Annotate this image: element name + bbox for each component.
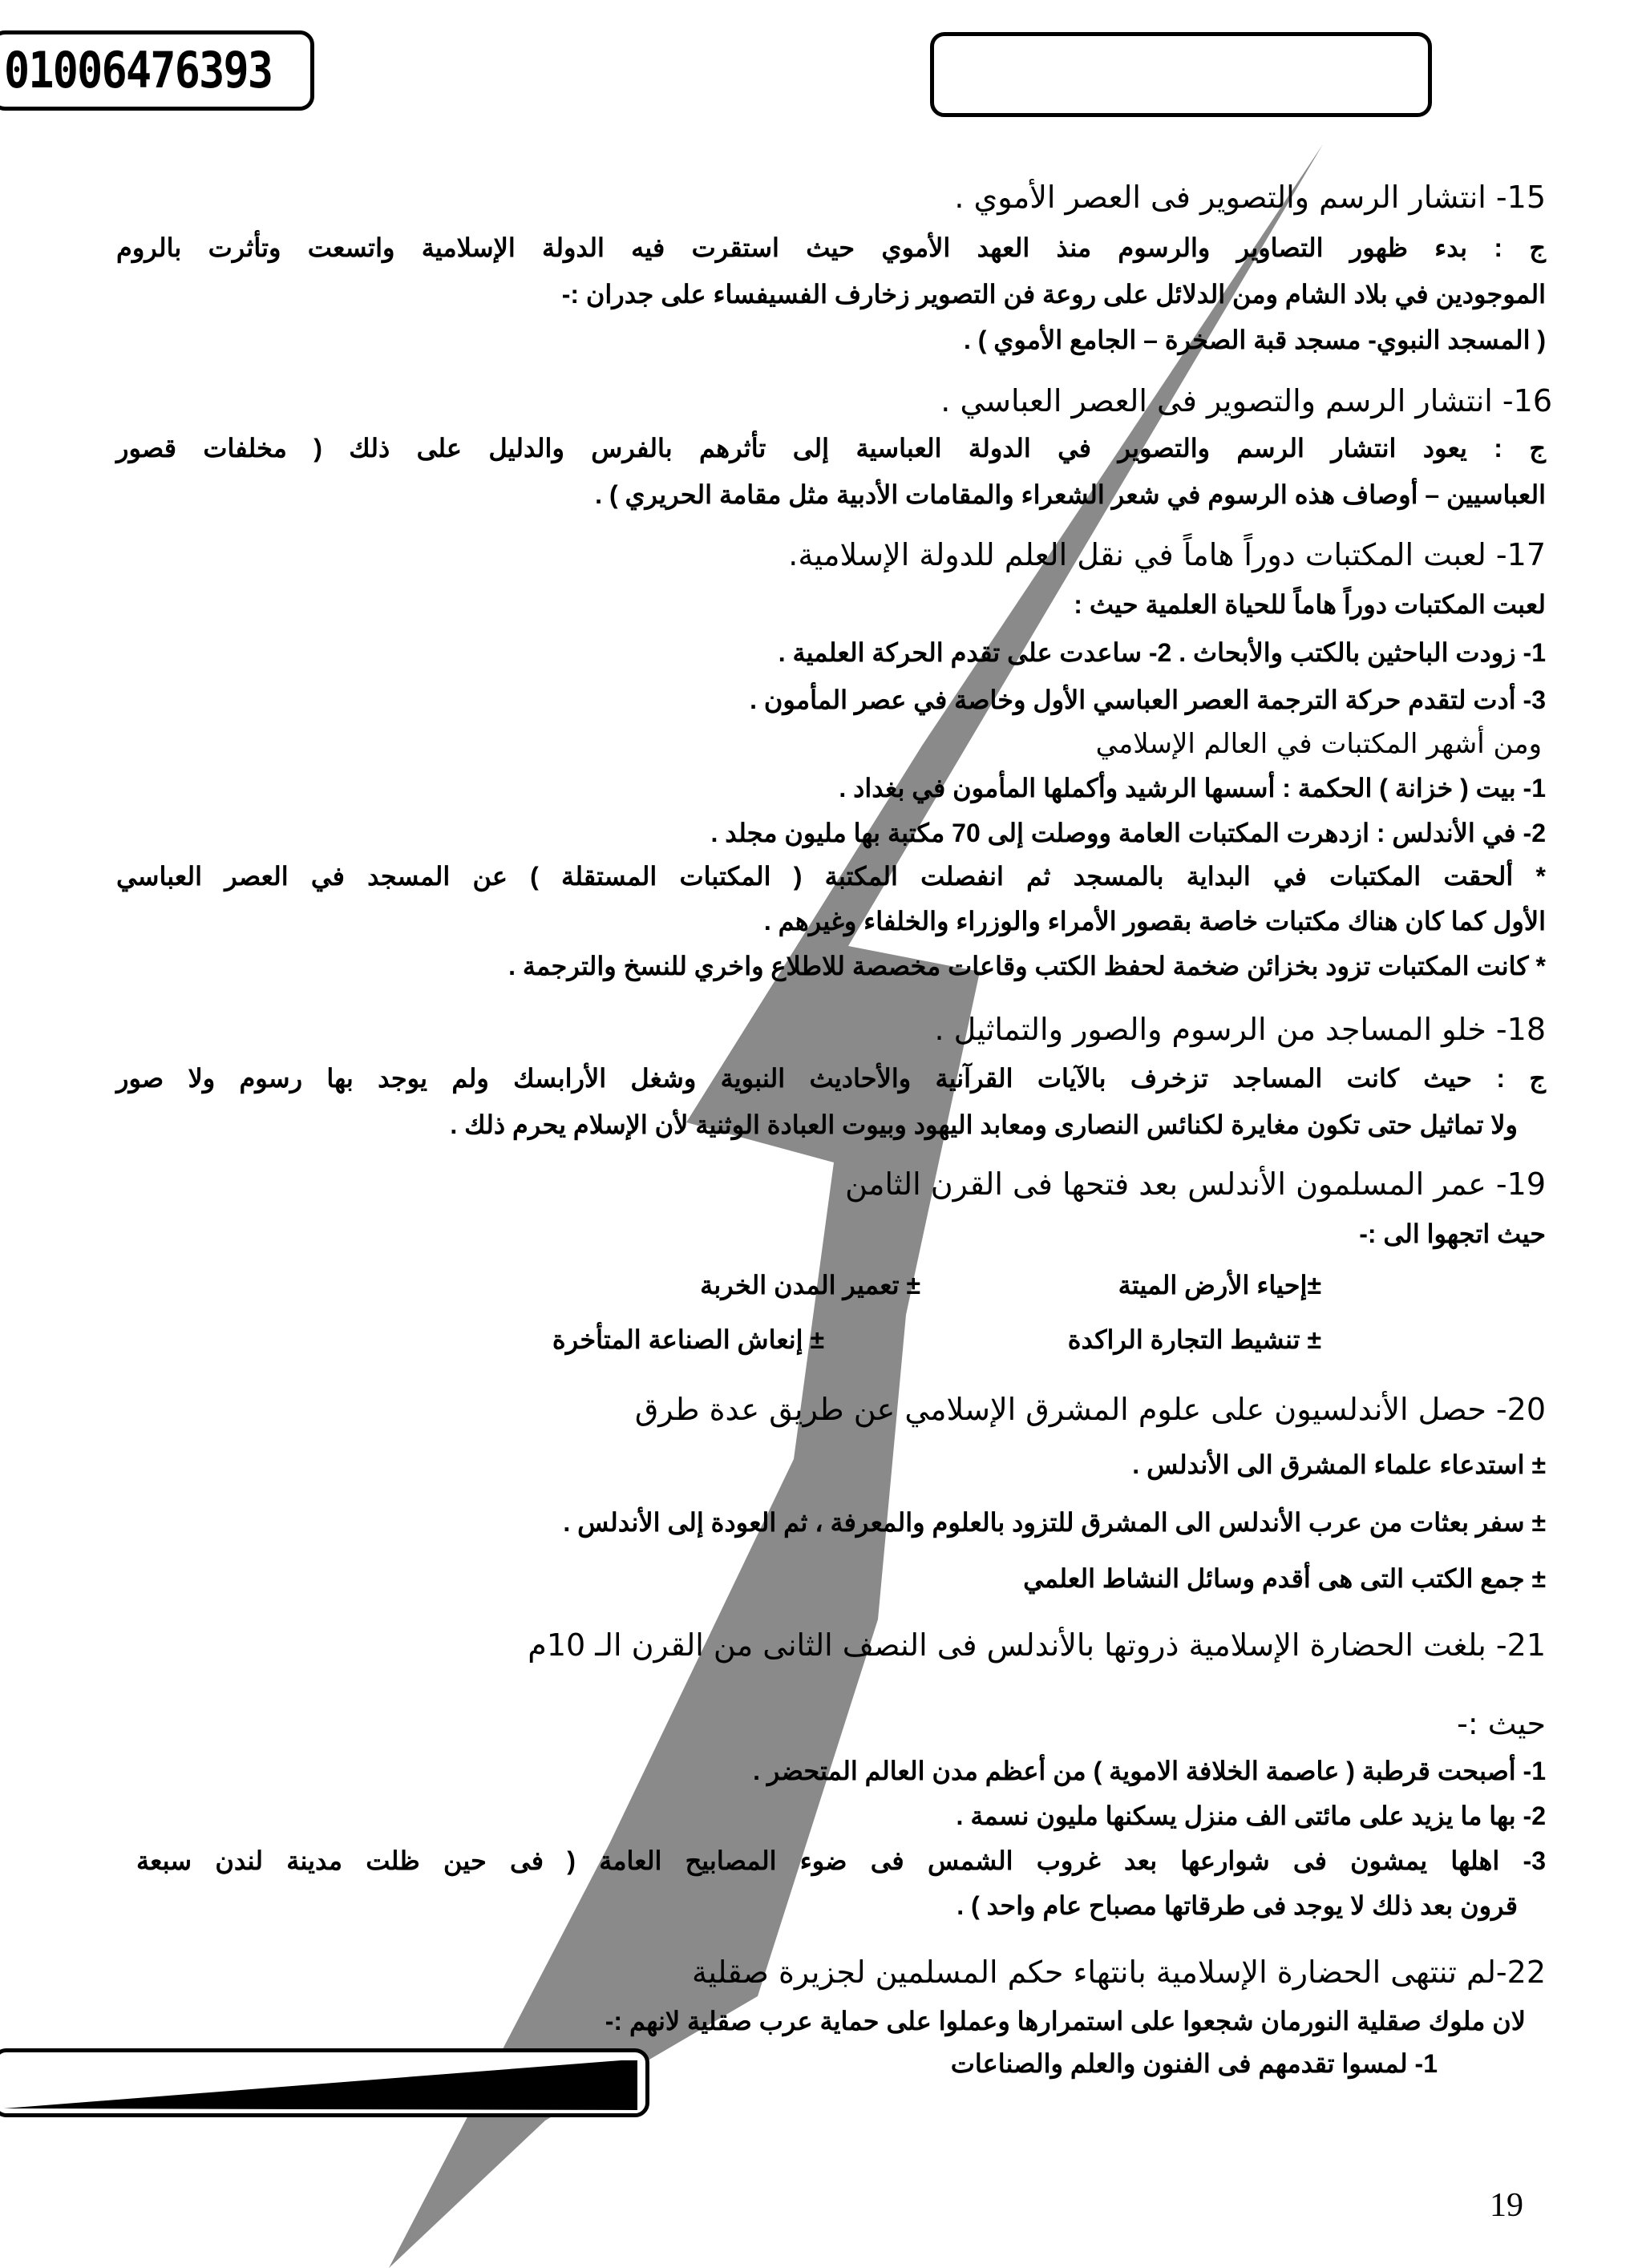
heading-21: 21- بلغت الحضارة الإسلامية ذروتها بالأندلس فى النصف الثانى من القرن الـ 10م [528,1627,1546,1663]
heading-15: 15- انتشار الرسم والتصوير فى العصر الأموي . [954,180,1546,215]
heading-17: 17- لعبت المكتبات دوراً هاماً في نقل العلم للدولة الإسلامية. [788,537,1546,572]
page-number: 19 [1490,2187,1523,2224]
phone-number: 01006476393 [4,41,273,99]
body-line: ج : بدء ظهور التصاوير والرسوم منذ العهد الأموي حيث استقرت فيه الدولة الإسلامية واتسعت وتأثرت بالروم [116,233,1546,262]
bullet-item: ± تنشيط التجارة الراكدة [1067,1325,1321,1354]
body-line: 3- اهلها يمشون فى شوارعها بعد غروب الشمس فى ضوء المصابيح العامة ( فى حين ظلت مدينة لندن سبعة [136,1846,1546,1875]
body-line: الموجودين في بلاد الشام ومن الدلائل على روعة فن التصوير زخارف الفسيفساء على جدران :- [561,280,1546,309]
body-line: 1- لمسوا تقدمهم فى الفنون والعلم والصناعات [950,2049,1438,2078]
body-line: * ألحقت المكتبات في البداية بالمسجد ثم انفصلت المكتبة ( المكتبات المستقلة ) عن المسجد في العصر العباسي [116,862,1546,891]
body-line: 1- بيت ( خزانة ) الحكمة : أسسها الرشيد وأكملها المأمون في بغداد . [839,774,1546,802]
bullet-item: ±إحياء الأرض الميتة [1118,1271,1321,1300]
bullet-item: ± استدعاء علماء المشرق الى الأندلس . [1132,1450,1546,1479]
body-line: 2- في الأندلس : ازدهرت المكتبات العامة ووصلت إلى 70 مكتبة بها مليون مجلد . [710,819,1546,847]
heading-20: 20- حصل الأندلسيون على علوم المشرق الإسلامي عن طريق عدة طرق [634,1392,1546,1427]
bullet-item: ± سفر بعثات من عرب الأندلس الى المشرق للتزود بالعلوم والمعرفة ، ثم العودة إلى الأندلس . [563,1508,1546,1537]
bullet-item: ± جمع الكتب التى هى أقدم وسائل النشاط العلمي [1023,1564,1546,1593]
subheading: حيث :- [1457,1706,1546,1741]
body-line: * كانت المكتبات تزود بخزائن ضخمة لحفظ الكتب وقاعات مخصصة للاطلاع واخري للنسخ والترجمة . [508,952,1546,980]
body-line: 1- أصبحت قرطبة ( عاصمة الخلافة الاموية ) من أعظم مدن العالم المتحضر . [753,1757,1546,1785]
body-line: لان ملوك صقلية النورمان شجعوا على استمرارها وعملوا على حماية عرب صقلية لانهم :- [605,2007,1526,2036]
heading-19: 19- عمر المسلمون الأندلس بعد فتحها فى القرن الثامن [845,1166,1546,1202]
body-line: 2- بها ما يزيد على مائتى الف منزل يسكنها مليون نسمة . [956,1801,1546,1830]
name-field-box [930,32,1432,117]
body-line: ج : حيث كانت المساجد تزخرف بالآيات القرآنية والأحاديث النبوية وشغل الأرابسك ولم يوجد بها رسوم ولا صور [116,1064,1547,1093]
heading-22: 22-لم تنتهى الحضارة الإسلامية بانتهاء حكم المسلمين لجزيرة صقلية [692,1955,1546,1990]
footer-wedge [0,2052,649,2117]
body-line: العباسيين – أوصاف هذه الرسوم في شعر الشعراء والمقامات الأدبية مثل مقامة الحريري ) . [595,480,1546,509]
heading-18: 18- خلو المساجد من الرسوم والصور والتماثيل . [934,1012,1546,1047]
subheading: ومن أشهر المكتبات في العالم الإسلامي [1095,728,1542,760]
bullet-item: ± تعمير المدن الخربة [700,1271,920,1300]
body-line: لعبت المكتبات دوراً هاماً للحياة العلمية حيث : [1074,590,1546,619]
body-line: قرون بعد ذلك لا يوجد فى طرقاتها مصباح عام واحد ) . [956,1891,1518,1920]
footer-box [0,2048,649,2117]
body-line: الأول كما كان هناك مكتبات خاصة بقصور الأمراء والوزراء والخلفاء وغيرهم . [763,907,1546,936]
body-line: ( المسجد النبوي- مسجد قبة الصخرة – الجامع الأموي ) . [963,325,1546,354]
body-line: 1- زودت الباحثين بالكتب والأبحاث . 2- ساعدت على تقدم الحركة العلمية . [778,638,1546,667]
body-line: ج : يعود انتشار الرسم والتصوير في الدولة العباسية إلى تأثرهم بالفرس والدليل على ذلك ( مخلفات قصور [116,434,1546,463]
phone-number-box [0,30,314,111]
body-line: ولا تماثيل حتى تكون مغايرة لكنائس النصارى ومعابد اليهود وبيوت العبادة الوثنية لأن الإسلام يحرم ذلك . [450,1110,1518,1139]
bullet-item: ± إنعاش الصناعة المتأخرة [552,1325,824,1354]
body-line: 3- أدت لتقدم حركة الترجمة العصر العباسي الأول وخاصة في عصر المأمون . [750,685,1546,714]
heading-16: 16- انتشار الرسم والتصوير فى العصر العباسي . [940,383,1552,418]
body-line: حيث اتجهوا الى :- [1359,1219,1546,1248]
